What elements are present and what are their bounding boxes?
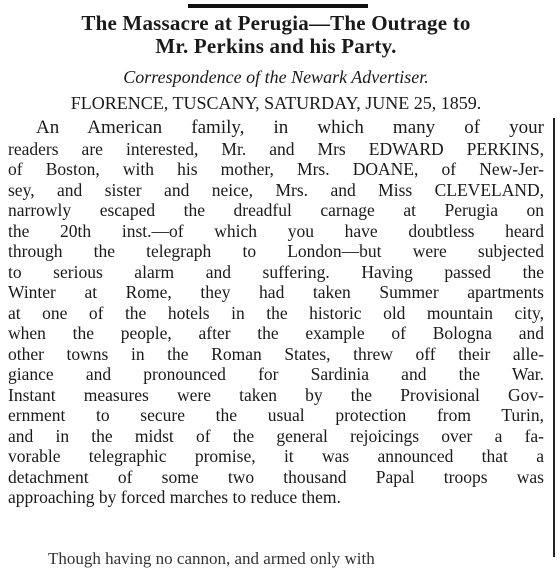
- body-line: other towns in the Roman States, threw off their alle-: [8, 343, 544, 364]
- body-line: approaching by forced marches to reduce them.: [8, 487, 341, 507]
- dateline: FLORENCE, TUSCANY, SATURDAY, JUNE 25, 1859.: [70, 93, 482, 113]
- body-line: of Boston, with his mother, Mrs. DOANE, of New-Jer-: [8, 159, 544, 179]
- body-line: at one of the hotels in the historic old mountain city,: [8, 302, 544, 323]
- newspaper-clipping: [8, 0, 544, 568]
- body-line: vorable telegraphic promise, it was announced that a: [8, 446, 544, 466]
- body-line: to serious alarm and suffering. Having passed the: [8, 261, 544, 282]
- body-line: detachment of some two thousand Papal troops was: [8, 466, 544, 487]
- article-body: [8, 118, 544, 508]
- headline-line-1: The Massacre at Perugia—The Outrage to: [81, 11, 471, 35]
- body-line: through the telegraph to London—but were subjected: [8, 241, 544, 261]
- body-line: sey, and sister and neice, Mrs. and Miss CLEVELAND,: [8, 179, 544, 200]
- headline-line-2: Mr. Perkins and his Party.: [155, 34, 397, 58]
- body-line: An American family, in which many of your: [36, 117, 544, 138]
- body-line: the 20th inst.—of which you have doubtless heard: [8, 220, 544, 241]
- body-line: narrowly escaped the dreadful carnage at Perugia on: [8, 200, 544, 220]
- body-line: when the people, after the example of Bologna and: [8, 323, 544, 343]
- body-line: ernment to secure the usual protection from Turin,: [8, 405, 544, 425]
- correspondence-line: Correspondence of the Newark Advertiser.: [123, 67, 429, 87]
- body-line: and in the midst of the general rejoicings over a fa-: [8, 425, 544, 446]
- column-rule: [553, 118, 555, 557]
- headline: [8, 12, 544, 58]
- body-line: giance and pronounced for Sardinia and the War.: [8, 364, 544, 384]
- cut-off-line: Though having no cannon, and armed only with: [48, 549, 375, 568]
- body-line: Winter at Rome, they had taken Summer apartments: [8, 282, 544, 302]
- body-line: readers are interested, Mr. and Mrs EDWARD PERKINS,: [8, 138, 544, 159]
- body-line: Instant measures were taken by the Provisional Gov-: [8, 384, 544, 405]
